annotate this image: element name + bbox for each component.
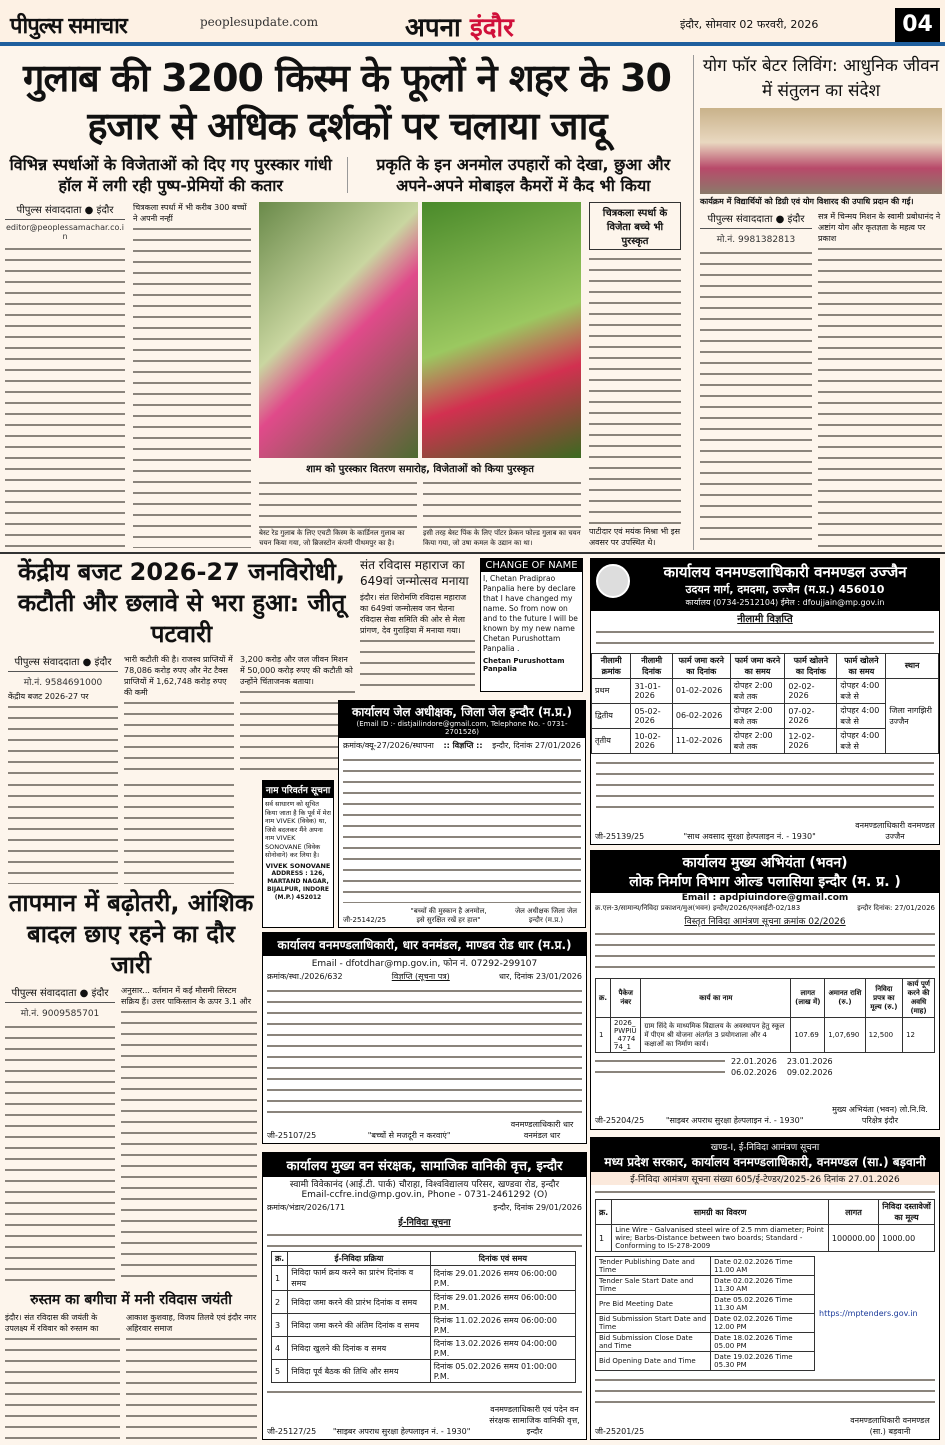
- ujjain-ad-notice: नीलामी विज्ञप्ति: [737, 614, 793, 625]
- section-title: [405, 8, 514, 44]
- cell: 2026_PWPIU_477474_1: [611, 1018, 641, 1053]
- budget-body-col2: [124, 698, 234, 777]
- pwd-ad-email: Email : apdpiuindore@gmail.com: [681, 893, 849, 903]
- ad-slogan: "बच्चों से मजदूरी न करवाएं": [367, 1131, 451, 1140]
- cell: 1: [596, 1225, 612, 1252]
- caption-end-1: बेस्ट रेड गुलाब के लिए एचटी किस्म के कार्डिनल गुलाब का चयन किया गया, जो ब्रिजस्टोन कंपनी पीथमपुर का है।: [259, 529, 405, 547]
- budget-col1: [8, 654, 118, 777]
- cell: Date 18.02.2026 Time 05.00 PM: [711, 1333, 815, 1352]
- budget-mobile: मो.नं. 9584691000: [23, 678, 103, 688]
- dhar-ad-refline: [263, 969, 586, 984]
- weather-headline: तापमान में बढ़ोतरी, आंशिक बादल छाए रहने का दौर जारी: [8, 889, 254, 979]
- ad-ref: जी-25201/25: [595, 1427, 645, 1436]
- table-row: [596, 1314, 815, 1333]
- cell: Pre Bid Meeting Date: [596, 1295, 711, 1314]
- cell: निविदा जमा करने की प्रारंभ दिनांक व समय: [288, 1291, 431, 1314]
- budget-story: [8, 557, 355, 777]
- date: 23.01.2026: [786, 1057, 833, 1066]
- rustam-headline: रुस्तम का बगीचा में मनी रविदास जयंती: [30, 1292, 232, 1308]
- barwani-tender-site[interactable]: https://mptenders.gov.in: [819, 1309, 918, 1319]
- dhar-ad-title: कार्यालय वनमण्डलाधिकारी, धार वनमंडल, माण्डव रोड धार (म.प्र.): [263, 933, 586, 956]
- cell: दोपहर 2:00 बजे तक: [730, 678, 785, 703]
- dhar-ad-body: [267, 986, 582, 1115]
- table-row: [272, 1360, 576, 1383]
- ad-slogan: "साइबर अपराध सुरक्षा हेल्पलाइन नं. - 1930": [665, 1116, 804, 1125]
- ad-signatory: वनमण्डलाधिकारी एवं पदेन वन संरक्षक सामाजिक वानिकी वृत्त, इन्दौर: [489, 1405, 580, 1436]
- lead-headline: गुलाब की 3200 किस्म के फूलों ने शहर के 30 हजार से अधिक दर्शकों पर चलाया जादू: [23, 56, 671, 148]
- budget-continued: [8, 780, 258, 884]
- jail-ad-header: [339, 701, 585, 738]
- barwani-schedule-area: [591, 1254, 939, 1373]
- ujjain-ad-title: कार्यालय वनमण्डलाधिकारी वनमण्डल उज्जैन: [663, 563, 907, 581]
- forest-ad-refline: [263, 1200, 586, 1215]
- ad-ref: जी-25127/25: [267, 1427, 317, 1436]
- ujjain-ad-body: [596, 627, 934, 649]
- cell: 02-02-2026: [785, 678, 837, 703]
- cell: द्वितीय: [592, 703, 631, 728]
- rustam-body-col2: [126, 1334, 257, 1440]
- section-divider: [0, 552, 945, 554]
- change-of-name-title: CHANGE OF NAME: [481, 559, 582, 572]
- pwd-ad-title-1: कार्यालय मुख्य अभियंता (भवन): [682, 855, 848, 871]
- lead-story: [5, 54, 689, 548]
- ujjain-ad-header: [591, 559, 939, 611]
- lead-body: [5, 202, 689, 548]
- barwani-ad-terms: [595, 1375, 935, 1411]
- page-number: 04: [895, 8, 940, 42]
- cell: 10-02-2026: [631, 728, 672, 753]
- th: दिनांक एवं समय: [430, 1252, 575, 1266]
- th: क्र.: [596, 979, 611, 1018]
- ad-ref: क्रमांक/क्यू-27/2026/स्थापना: [343, 741, 434, 750]
- name-change-ad: [262, 780, 334, 928]
- lead-body-col2-start: चित्रकला स्पर्धा में भी करीब 300 बच्चों ने अपनी नन्हीं: [133, 203, 247, 223]
- budget-body-start: केंद्रीय बजट 2026-27 पर: [8, 692, 89, 701]
- cell: 5: [272, 1360, 288, 1383]
- cell: तृतीय: [592, 728, 631, 753]
- table-row: [596, 1352, 815, 1371]
- name-change-body: सर्व साधारण को सूचित किया जाता है कि पूर्व में मेरा नाम VIVEK (विवेक) था, जिसे बदलकर मैंने अपना नाम VIVEK SONOVANE (विवेक सोनोवाने) कर लिया है।: [265, 800, 331, 859]
- pwd-ad-title-2: लोक निर्माण विभाग ओल्ड पलासिया इन्दौर (म. प्र. ): [629, 874, 901, 890]
- cell: Bid Submission Start Date and Time: [596, 1314, 711, 1333]
- forest-ad-title: कार्यालय मुख्य वन संरक्षक, सामाजिक वानिकी वृत्त, इन्दौर: [263, 1153, 586, 1177]
- pwd-tender-table: [595, 978, 935, 1053]
- th: निविदा प्रपत्र का मूल्य (रु.): [865, 979, 902, 1018]
- pwd-key-dates: [591, 1054, 939, 1080]
- ujjain-ad-footer: [591, 818, 939, 844]
- th: निविदा दस्तावेजों का मूल्य: [879, 1200, 935, 1225]
- lead-col2: [133, 202, 251, 548]
- budget-body-col2-cont: [124, 780, 234, 884]
- lead-subhead-1: विभिन्न स्पर्धाओं के विजेताओं को दिए गए पुरस्कार गांधी हॉल में लगी रही पुष्प-प्रेमियों की कतार: [9, 155, 332, 195]
- rustam-col2: [126, 1312, 257, 1440]
- cell: 100000.00: [828, 1225, 878, 1252]
- rose-exhibition-photo-1: [259, 202, 418, 458]
- cell: Bid Submission Close Date and Time: [596, 1333, 711, 1352]
- cell: 1: [272, 1266, 288, 1291]
- th: अमानत राशि (रु.): [825, 979, 865, 1018]
- ravidas-story: [360, 557, 475, 695]
- jail-ad-title: कार्यालय जेल अधीक्षक, जिला जेल इन्दौर (म.प्र.): [351, 705, 572, 719]
- th: सामग्री का विवरण: [612, 1200, 829, 1225]
- ravidas-body: [360, 636, 475, 695]
- barwani-ad-header: [591, 1138, 939, 1172]
- ujjain-ad-contact: कार्यालय (0734-2512104) ईमेल : dfoujjain@mp.gov.in: [685, 598, 885, 607]
- table-row: [272, 1291, 576, 1314]
- dhar-ad-footer: [263, 1117, 586, 1143]
- weather-byline: पीपुल्स संवाददाता ● इंदौर: [5, 985, 115, 1003]
- cell: निविदा खुलने की दिनांक व समय: [288, 1337, 431, 1360]
- newspaper-logo: पीपुल्स समाचार: [10, 14, 127, 39]
- ujjain-auction-table: [591, 653, 939, 754]
- barwani-ad-footer: [591, 1413, 939, 1439]
- weather-mobile: मो.नं. 9009585701: [20, 1009, 100, 1019]
- rustam-col1: [5, 1312, 120, 1440]
- change-of-name-body: I, Chetan Pradiprao Panpalia here by declare that I have changed my name. So from now on and to the future I will be known by my new name Chetan Purushottam Panpalia .: [483, 574, 578, 653]
- budget-body-col2-start: भारी कटौती की है। राजस्व प्राप्तियों में 78,086 करोड़ रुपए और नेट टैक्स प्राप्तियों में 1,62,748 करोड़ रुपए की कमी: [124, 655, 233, 697]
- ad-date: इन्दौर, दिनांक 27/01/2026: [492, 741, 581, 750]
- ad-signatory: मुख्य अभियंता (भवन) लो.नि.वि. परिक्षेत्र इंदौर: [832, 1105, 928, 1125]
- cell: Bid Opening Date and Time: [596, 1352, 711, 1371]
- section-title-a: अपना: [405, 13, 470, 43]
- caption-end-2: इसी तरह बेस्ट पिंक के लिए पॉटर फ्रेकन फोल्ड गुलाब का चयन किया गया, जो उषा कमल के उद्यान का था।: [423, 529, 581, 547]
- yoga-mobile: मो.नं. 9981382813: [716, 235, 796, 245]
- cell: दोपहर 4:00 बजे से: [837, 678, 886, 703]
- budget-body-col1-cont: [8, 780, 118, 884]
- cell: 3: [272, 1314, 288, 1337]
- column-divider: [693, 55, 694, 550]
- ad-signatory: वनमण्डलाधिकारी वनमण्डल (सा.) बड़वानी: [850, 1416, 930, 1436]
- table-row: [596, 1018, 935, 1053]
- th: फार्म खोलने का समय: [837, 653, 886, 678]
- sidebox-title: चित्रकला स्पर्धा के विजेता बच्चे भी पुरस्कृत: [589, 202, 681, 250]
- ujjain-ad-terms: [596, 758, 934, 816]
- change-of-name-ad: [480, 558, 583, 692]
- lead-photos: [259, 202, 581, 458]
- cell: 4: [272, 1337, 288, 1360]
- budget-headline: केंद्रीय बजट 2026-27 जनविरोधी, कटौती और छलावे से भरा हुआ: जीतू पटवारी: [17, 558, 346, 648]
- cell: निविदा जमा करने की अंतिम दिनांक व समय: [288, 1314, 431, 1337]
- sidebox-body: [589, 254, 681, 526]
- th: कार्य पूर्ण करने की अवधि (माह): [903, 979, 935, 1018]
- barwani-schedule-table: [595, 1256, 815, 1371]
- name-change-address: ADDRESS : 126, MARTAND NAGAR, BIJALPUR, INDORE (M.P.) 452012: [267, 869, 329, 901]
- yoga-body: [700, 211, 942, 548]
- yoga-story: [700, 54, 942, 548]
- caption-body-2: [423, 478, 581, 528]
- cell: 12,500: [865, 1018, 902, 1053]
- barwani-ad-body: [595, 1187, 935, 1195]
- rustam-story: [5, 1290, 257, 1440]
- rustam-body-start: इंदौर। संत रविदास की जयंती के उपलक्ष्य में रविवार को रुस्तम का: [5, 1313, 99, 1333]
- cell: दोपहर 2:00 बजे तक: [730, 703, 785, 728]
- pwd-ad-spacer: [591, 1080, 939, 1102]
- yoga-body-start: सत्र में चिन्मय मिशन के स्वामी प्रबोधानंद ने अष्टांग योग और कृतज्ञता के महत्व पर प्रकाश: [818, 212, 941, 243]
- sidebox: [589, 202, 681, 548]
- table-row: [596, 1257, 815, 1276]
- cell: Tender Publishing Date and Time: [596, 1257, 711, 1276]
- ad-ref: जी-25142/25: [343, 916, 387, 924]
- caption-ends: [259, 528, 581, 548]
- cell: दोपहर 4:00 बजे से: [837, 703, 886, 728]
- yoga-byline: पीपुल्स संवाददाता ● इंदौर: [700, 211, 812, 229]
- cell: Date 02.02.2026 Time 12.00 PM: [711, 1314, 815, 1333]
- th: क्र.: [272, 1252, 288, 1266]
- yoga-body-col2: [818, 244, 942, 548]
- jail-ad-footer: [339, 905, 585, 927]
- cell: 12-02-2026: [785, 728, 837, 753]
- th: फार्म जमा करने का समय: [730, 653, 785, 678]
- date: 22.01.2026: [731, 1057, 777, 1066]
- cell: 12: [903, 1018, 935, 1053]
- lead-subheads: [5, 154, 689, 196]
- budget-body-col1: [8, 702, 118, 777]
- rose-exhibition-photo-2: [422, 202, 581, 458]
- ad-date: इन्दौर दिनांक: 27/01/2026: [857, 904, 935, 912]
- barwani-ad-kicker: खण्ड-I, ई-निविदा आमंत्रण सूचना: [710, 1143, 820, 1153]
- issue-date: इंदौर, सोमवार 02 फरवरी, 2026: [680, 18, 819, 31]
- ad-date: धार, दिनांक 23/01/2026: [499, 972, 582, 981]
- cell: जिला नागझिरी उज्जैन: [886, 678, 939, 753]
- cell: 11-02-2026: [672, 728, 730, 753]
- table-row: [272, 1266, 576, 1291]
- ad-signatory: जेल अधीक्षक जिला जेल इन्दौर (म.प्र.): [514, 907, 577, 924]
- table-row: [272, 1337, 576, 1360]
- budget-body: [8, 654, 355, 777]
- table-row: [592, 678, 939, 703]
- cell: दिनांक 29.01.2026 समय 06:00:00 P.M.: [430, 1291, 575, 1314]
- cell: 07-02-2026: [785, 703, 837, 728]
- cell: दिनांक 11.02.2026 समय 06:00:00 P.M.: [430, 1314, 575, 1337]
- ravidas-body-start: इंदौर। संत शिरोमणि रविदास महाराज का 649वां जन्मोत्सव जन चेतना रविदास सेवा समिति की ओर से मेला प्रांगण, देव गुराड़िया में मनाया गया।: [360, 593, 467, 635]
- pwd-indore-ad: [590, 850, 940, 1130]
- th: फार्म जमा करने का दिनांक: [672, 653, 730, 678]
- cell: 01-02-2026: [672, 678, 730, 703]
- rustam-body: [5, 1312, 257, 1440]
- key-date-values: [731, 1056, 833, 1078]
- th: ई-निविदा प्रक्रिया: [288, 1252, 431, 1266]
- weather-col1: [5, 985, 115, 1286]
- forest-ad-address: स्वामी विवेकानंद (आई.टी. पार्क) चौराहा, विश्वविद्यालय परिसर, खण्डवा रोड, इन्दौर: [289, 1180, 560, 1190]
- website-url[interactable]: peoplesupdate.com: [200, 15, 319, 29]
- cell: दोपहर 4:00 बजे से: [837, 728, 886, 753]
- table-row: [596, 1225, 935, 1252]
- key-date-labels: [595, 1056, 725, 1078]
- ad-ref: क्रमांक/भंडार/2026/171: [267, 1203, 346, 1212]
- lead-col1: [5, 202, 125, 548]
- ad-notice: विज्ञप्ति (सूचना पत्र): [391, 972, 450, 981]
- table-row: [596, 1276, 815, 1295]
- cell: 1000.00: [879, 1225, 935, 1252]
- ad-ref: जी-25107/25: [267, 1131, 317, 1140]
- budget-body-col3-start: 3,200 करोड़ और जल जीवन मिशन में 50,000 करोड़ रुपए की कटौती को उन्होंने चिंताजनक बताया।: [240, 655, 353, 686]
- cell: Date 05.02.2026 Time 11.30 AM: [711, 1295, 815, 1314]
- yoga-col2: [818, 211, 942, 548]
- ravidas-headline: संत रविदास महाराज का 649वां जन्मोत्सव मनाया: [360, 558, 469, 588]
- ad-date: इन्दौर, दिनांक 29/01/2026: [493, 1203, 582, 1212]
- rustam-body-col1: [5, 1334, 120, 1440]
- weather-story: [5, 888, 257, 1286]
- ad-slogan: "साइबर अपराध सुरक्षा हेल्पलाइन नं. - 1930": [332, 1427, 471, 1436]
- cell: प्रथम: [592, 678, 631, 703]
- sidebox-end: पाटीदार एवं मयंक मिश्रा भी इस अवसर पर उपस्थित थे।: [589, 527, 681, 547]
- caption-bodies: [259, 478, 581, 528]
- rustam-body-col2-start: आकाश कुशवाह, विजय तिलवे एवं इंदौर नगर अहिरवार समाज: [126, 1313, 257, 1333]
- ad-ref: क्र.एल-3/सामान्य/निविदा प्रकाशन/मुअ(भवन) इन्दौर/2026/एनआईटी-02/183: [595, 904, 801, 912]
- lead-body-col1: [5, 244, 125, 548]
- cell: ग्राम सिंदे के माध्यमिक विद्यालय के अवस्थापन हेतु स्कूल में पीएम श्री योजना अंतर्गत 3 प्रयोगशाला और 4 कक्षाओं का निर्माण कार्य।: [641, 1018, 791, 1053]
- budget-byline: पीपुल्स संवाददाता ● इंदौर: [8, 654, 118, 672]
- dhar-ad-contact: Email - dfotdhar@mp.gov.in, फोन नं. 07292-299107: [311, 959, 538, 969]
- cell: Date 02.02.2026 Time 11.00 AM: [711, 1257, 815, 1276]
- ad-slogan: "साथ अवसाद सुरक्षा हेल्पलाइन नं. - 1930": [683, 832, 816, 841]
- weather-body-col2: [121, 1007, 257, 1286]
- yoga-headline: योग फॉर बेटर लिविंग: आधुनिक जीवन में संतुलन का संदेश: [702, 56, 940, 101]
- th: क्र.: [596, 1200, 612, 1225]
- cell: 2: [272, 1291, 288, 1314]
- weather-col2: [121, 985, 257, 1286]
- forest-ad-contact: Email-ccfre.ind@mp.gov.in, Phone - 0731-2461292 (O): [301, 1190, 548, 1200]
- weather-body-col2-start: अनुसार... वर्तमान में कई मौसमी सिस्टम सक्रिय हैं। उत्तर पाकिस्तान के ऊपर 3.1 और: [121, 986, 251, 1006]
- barwani-tender-table: [595, 1199, 935, 1252]
- cell: 31-01-2026: [631, 678, 672, 703]
- cell: 06-02-2026: [672, 703, 730, 728]
- budget-col2: [124, 654, 234, 777]
- cell: निविदा पूर्व बैठक की तिथि और समय: [288, 1360, 431, 1383]
- th: नीलामी क्रमांक: [592, 653, 631, 678]
- yoga-col1: [700, 211, 812, 548]
- lead-email: editor@peoplessamachar.co.in: [6, 223, 124, 241]
- cell: Date 02.02.2026 Time 11.30 AM: [711, 1276, 815, 1295]
- yoga-caption: कार्यक्रम में विद्यार्थियों को डिग्री एवं योग विशारद की उपाधि प्रदान की गई।: [700, 197, 914, 206]
- th: पैकेज नंबर: [611, 979, 641, 1018]
- yoga-body-col1: [700, 248, 812, 548]
- forest-ad-footer: [263, 1402, 586, 1439]
- pwd-ad-notice: विस्तृत निविदा आमंत्रण सूचना क्रमांक 02/2026: [684, 917, 846, 927]
- lead-body-col2: [133, 224, 251, 548]
- th: लागत (लाख में): [791, 979, 825, 1018]
- forest-ad-notice: ई-निविदा सूचना: [398, 1218, 451, 1228]
- subhead-divider: [347, 157, 348, 193]
- name-change-sign: VIVEK SONOVANE: [265, 861, 331, 870]
- ujjain-forest-ad: [590, 558, 940, 845]
- date: 09.02.2026: [786, 1068, 833, 1077]
- ujjain-ad-address: उदयन मार्ग, दमदमा, उज्जैन (म.प्र.) 456010: [685, 583, 885, 596]
- photo-caption: शाम को पुरस्कार वितरण समारोह, विजेताओं को किया पुरस्कृत: [306, 464, 534, 475]
- lead-subhead-2: प्रकृति के इन अनमोल उपहारों को देखा, छुआ और अपने-अपने मोबाइल कैमरों में कैद भी किया: [376, 155, 671, 195]
- th: कार्य का नाम: [641, 979, 791, 1018]
- weather-body-col1: [5, 1022, 115, 1286]
- cell: 05-02-2026: [631, 703, 672, 728]
- dhar-forest-ad: [262, 932, 587, 1144]
- date: 06.02.2026: [731, 1068, 777, 1077]
- section-title-b: इंदौर: [469, 13, 514, 43]
- lead-byline: पीपुल्स संवाददाता ● इंदौर: [5, 202, 125, 220]
- pwd-ad-footer: [591, 1102, 939, 1129]
- cell: 1: [596, 1018, 611, 1053]
- ad-slogan: "बच्चों की मुस्कान है अनमोल, इसे सुरक्षित रखें हर हाल": [410, 907, 487, 924]
- cell: 1,07,690: [825, 1018, 865, 1053]
- mp-govt-emblem-icon: [596, 564, 630, 598]
- yoga-photo: [700, 108, 942, 194]
- table-row: [272, 1314, 576, 1337]
- social-forestry-ad: [262, 1152, 587, 1440]
- jail-ad-body: [343, 755, 581, 903]
- ad-signatory: वनमण्डलाधिकारी धार वनमंडल धार: [510, 1120, 574, 1140]
- table-row: [596, 1333, 815, 1352]
- caption-body-1: [259, 478, 417, 528]
- cell: Date 19.02.2026 Time 05.30 PM: [711, 1352, 815, 1371]
- name-change-title: नाम परिवर्तन सूचना: [263, 781, 333, 798]
- pwd-ad-refline: [591, 903, 939, 914]
- th: लागत: [828, 1200, 878, 1225]
- forest-ad-body: [267, 1230, 582, 1247]
- barwani-ad-ref: ई-निविदा आमंत्रण सूचना संख्या 605/ई-टेण्डर/2025-26 दिनांक 27.01.2026: [591, 1172, 939, 1185]
- weather-body: [5, 985, 257, 1286]
- cell: दिनांक 13.02.2026 समय 04:00:00 P.M.: [430, 1337, 575, 1360]
- ad-ref: जी-25204/25: [595, 1116, 645, 1125]
- table-row: [596, 1295, 815, 1314]
- th: नीलामी दिनांक: [631, 653, 672, 678]
- jail-ad-contact: (Email ID :- distjailindore@gmail.com, Telephone No. - 0731-2701526): [356, 720, 568, 736]
- change-of-name-sign: Chetan Purushottam Panpalia: [483, 657, 565, 673]
- cell: Tender Sale Start Date and Time: [596, 1276, 711, 1295]
- barwani-ad-title: मध्य प्रदेश सरकार, कार्यालय वनमण्डलाधिकारी, वनमण्डल (सा.) बड़वानी: [604, 1155, 926, 1169]
- th: स्थान: [886, 653, 939, 678]
- cell: Line Wire - Galvanised steel wire of 2.5 mm diameter; Point wire; Barbs-Distance between two boards; Standard - Conforming to IS-278-2009: [612, 1225, 829, 1252]
- jail-ad-refline: [339, 738, 585, 753]
- cell: दिनांक 29.01.2026 समय 06:00:00 P.M.: [430, 1266, 575, 1291]
- pwd-ad-header: [591, 851, 939, 893]
- pwd-ad-body: [595, 929, 935, 975]
- ad-ref: क्रमांक/स्था./2026/632: [267, 972, 343, 981]
- lead-photo-col: [259, 202, 581, 548]
- jail-ad: [338, 700, 586, 928]
- cell: दिनांक 05.02.2026 समय 01:00:00 P.M.: [430, 1360, 575, 1383]
- ad-signatory: वनमण्डलाधिकारी वनमण्डल उज्जैन: [855, 821, 935, 841]
- forest-tender-table: [271, 1251, 576, 1383]
- cell: निविदा फार्म क्रय करने का प्रारंभ दिनांक व समय: [288, 1266, 431, 1291]
- ad-ref: जी-25139/25: [595, 832, 645, 841]
- th: फार्म खोलने का दिनांक: [785, 653, 837, 678]
- cell: 107.69: [791, 1018, 825, 1053]
- cell: दोपहर 2:00 बजे तक: [730, 728, 785, 753]
- forest-ad-terms: [267, 1387, 582, 1400]
- barwani-forest-ad: [590, 1137, 940, 1440]
- ad-notice: :: विज्ञप्ति ::: [443, 741, 483, 750]
